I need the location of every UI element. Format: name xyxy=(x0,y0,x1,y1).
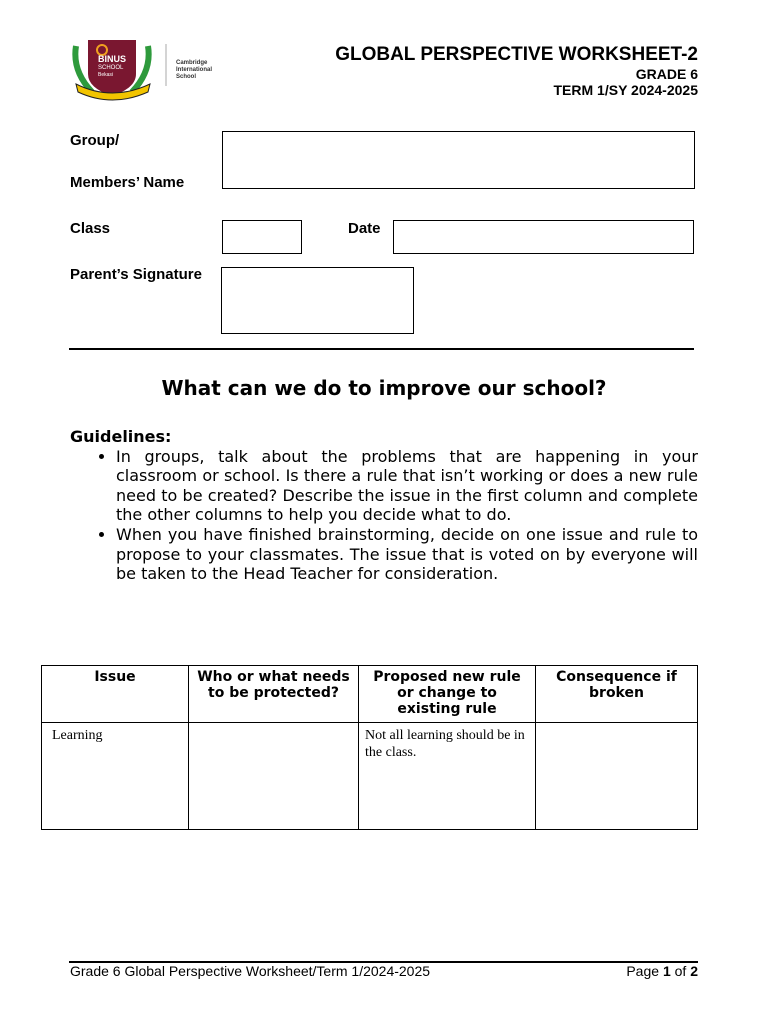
guidelines-heading: Guidelines: xyxy=(70,427,172,446)
page-of: of xyxy=(670,963,691,979)
date-label: Date xyxy=(348,220,381,237)
term-label: TERM 1/SY 2024-2025 xyxy=(553,82,698,98)
logo-binus-text: BINUS xyxy=(98,54,127,64)
cell-consequence[interactable] xyxy=(536,723,698,830)
members-label: Members’ Name xyxy=(70,174,185,191)
cell-issue[interactable]: Learning xyxy=(42,723,189,830)
current-page: 1 xyxy=(662,963,671,979)
footer-text: Grade 6 Global Perspective Worksheet/Term 1/2024-2025 xyxy=(70,963,431,979)
logo-cambridge-2: International xyxy=(176,67,213,73)
table-header-row xyxy=(42,666,698,723)
class-label: Class xyxy=(70,220,111,237)
guideline-item: • In groups, talk about the problems that are happening in your classroom or school. Is there a rule that isn’t working or does a new rule need to be created? Describe the issue in the first column and complete the other columns to help you decide what to do. xyxy=(116,447,698,525)
table-row xyxy=(42,723,698,830)
guideline-item: • When you have finished brainstorming, decide on one issue and rule to propose to your classmates. The issue that is voted on by everyone will be taken to the Head Teacher for consideration. xyxy=(116,525,698,584)
signature-field[interactable] xyxy=(221,267,414,334)
class-field[interactable] xyxy=(222,220,302,254)
total-pages: 2 xyxy=(690,963,698,979)
logo-location-text: Bekasi xyxy=(98,72,114,78)
logo-cambridge-3: School xyxy=(176,74,197,80)
header-issue: Issue xyxy=(42,666,189,723)
logo-school-text: SCHOOL xyxy=(98,65,124,71)
header-protected: Who or what needs to be protected? xyxy=(189,666,359,723)
members-name-field[interactable] xyxy=(222,131,695,189)
cell-proposed-rule[interactable]: Not all learning should be in the class. xyxy=(359,723,536,830)
header-consequence: Consequence if broken xyxy=(536,666,698,723)
page-prefix: Page xyxy=(626,963,663,979)
header-proposed-rule: Proposed new rule or change to existing rule xyxy=(359,666,536,723)
worksheet-title: GLOBAL PERSPECTIVE WORKSHEET-2 xyxy=(335,44,698,65)
cell-protected[interactable] xyxy=(189,723,359,830)
page-number xyxy=(626,963,698,979)
date-field[interactable] xyxy=(393,220,694,254)
school-logo xyxy=(70,26,230,102)
brainstorm-table xyxy=(41,665,698,830)
signature-label: Parent’s Signature xyxy=(70,266,202,283)
main-question: What can we do to improve our school? xyxy=(161,376,607,400)
logo-cambridge-1: Cambridge xyxy=(176,60,208,66)
group-label: Group/ xyxy=(70,132,120,149)
grade-label: GRADE 6 xyxy=(635,66,698,82)
divider xyxy=(69,348,694,350)
